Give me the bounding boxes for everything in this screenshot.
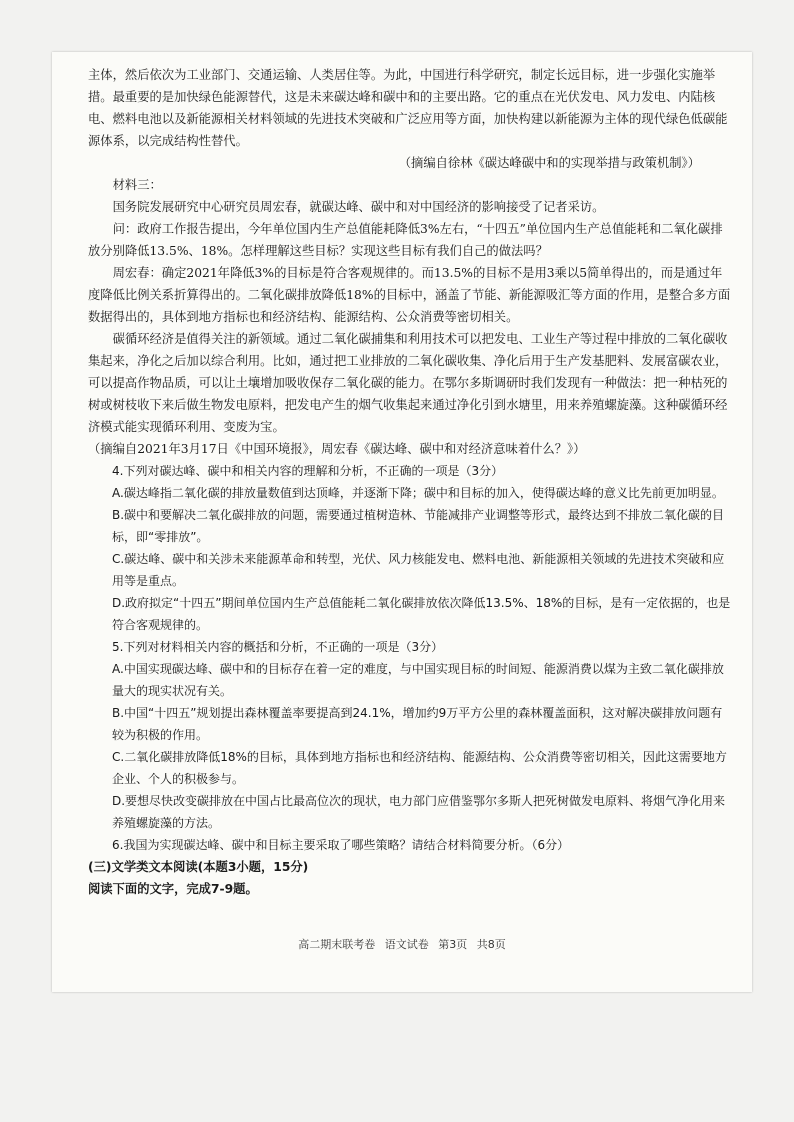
material3-paragraph-3: 周宏春：确定2021年降低3%的目标是符合客观规律的。而13.5%的目标不是用3乘以5简单得出的，而是通过年度降低比例关系折算得出的。二氧化碳排放降低18%的目标中，涵盖了节能、新能源吸汇等方面的作用，是整合多方面数据得出的，具体到地方指标也和经济结构、能源结构、公众消费等密切相关。	[88, 266, 731, 324]
question-6: 6.我国为实现碳达峰、碳中和目标主要采取了哪些策略？请结合材料简要分析。（6分）	[112, 838, 570, 852]
reading-instruction: 阅读下面的文字，完成7-9题。	[88, 882, 258, 896]
question-5-option-b: B.中国“十四五”规划提出森林覆盖率要提高到24.1%，增加约9万平方公里的森林覆盖面积，这对解决碳排放问题有较为积极的作用。	[112, 706, 723, 742]
page-footer: 高二期末联考卷 语文试卷 第3页 共8页	[298, 938, 506, 951]
material3-paragraph-4: 碳循环经济是值得关注的新领域。通过二氧化碳捕集和利用技术可以把发电、工业生产等过程中排放的二氧化碳收集起来，净化之后加以综合利用。比如，通过把工业排放的二氧化碳收集、净化后用于生产发基肥料、发展富碳农业，可以提高作物品质，可以让土壤增加吸收保存二氧化碳的能力。在鄂尔多斯调研时我们发现有一种做法：把一种枯死的树或树枝收下来后做生物发电原料，把发电产生的烟气收集起来通过净化引到水塘里，用来养殖螺旋藻。这种碳循环经济模式能实现循环利用、变废为宝。	[88, 332, 728, 434]
scanned-page	[52, 52, 752, 992]
material2-continuation: 主体，然后依次为工业部门、交通运输、人类居住等。为此，中国进行科学研究，制定长远目标，进一步强化实施举措。最重要的是加快绿色能源替代，这是未来碳达峰和碳中和的主要出路。它的重点在光伏发电、风力发电、内陆核电、燃料电池以及新能源相关材料领域的先进技术突破和广泛应用等方面，加快构建以新能源为主体的现代绿色低碳能源体系，以完成结构性替代。	[88, 68, 728, 148]
section-3-heading: (三)文学类文本阅读(本题3小题，15分)	[88, 860, 309, 874]
question-4-stem: 4.下列对碳达峰、碳中和相关内容的理解和分析，不正确的一项是（3分）	[112, 464, 504, 478]
question-4-option-c: C.碳达峰、碳中和关涉未来能源革命和转型，光伏、风力核能发电、燃料电池、新能源相关领域的先进技术突破和应用等是重点。	[112, 552, 725, 588]
question-5-option-d: D.要想尽快改变碳排放在中国占比最高位次的现状，电力部门应借鉴鄂尔多斯人把死树做发电原料、将烟气净化用来养殖螺旋藻的方法。	[112, 794, 726, 830]
material3-paragraph-1: 国务院发展研究中心研究员周宏春，就碳达峰、碳中和对中国经济的影响接受了记者采访。	[112, 200, 605, 214]
question-5-option-a: A.中国实现碳达峰、碳中和的目标存在着一定的难度，与中国实现目标的时间短、能源消费以煤为主致二氧化碳排放量大的现实状况有关。	[112, 662, 724, 698]
source-citation-2: （摘编自2021年3月17日《中国环境报》，周宏春《碳达峰、碳中和对经济意味着什么？》）	[88, 442, 586, 456]
material3-paragraph-2: 问：政府工作报告提出，今年单位国内生产总值能耗降低3%左右，“十四五”单位国内生产总值能耗和二氧化碳排放分别降低13.5%、18%。怎样理解这些目标？实现这些目标有我们自己的做法吗？	[88, 222, 723, 258]
source-citation-1: （摘编自徐林《碳达峰碳中和的实现举措与政策机制》）	[398, 156, 700, 170]
material3-label: 材料三：	[112, 178, 162, 192]
question-4-option-a: A.碳达峰指二氧化碳的排放量数值到达顶峰，并逐渐下降；碳中和目标的加入，使得碳达峰的意义比先前更加明显。	[112, 486, 724, 500]
question-5-option-c: C.二氧化碳排放降低18%的目标，具体到地方指标也和经济结构、能源结构、公众消费等密切相关，因此这需要地方企业、个人的积极参与。	[112, 750, 727, 786]
page-content	[88, 64, 734, 900]
question-5-stem: 5.下列对材料相关内容的概括和分析，不正确的一项是（3分）	[112, 640, 444, 654]
question-4-option-b: B.碳中和要解决二氧化碳排放的问题，需要通过植树造林、节能减排产业调整等形式，最终达到不排放二氧化碳的目标，即“零排放”。	[112, 508, 725, 544]
question-4-option-d: D.政府拟定“十四五”期间单位国内生产总值能耗二氧化碳排放依次降低13.5%、18%的目标，是有一定依据的，也是符合客观规律的。	[112, 596, 731, 632]
